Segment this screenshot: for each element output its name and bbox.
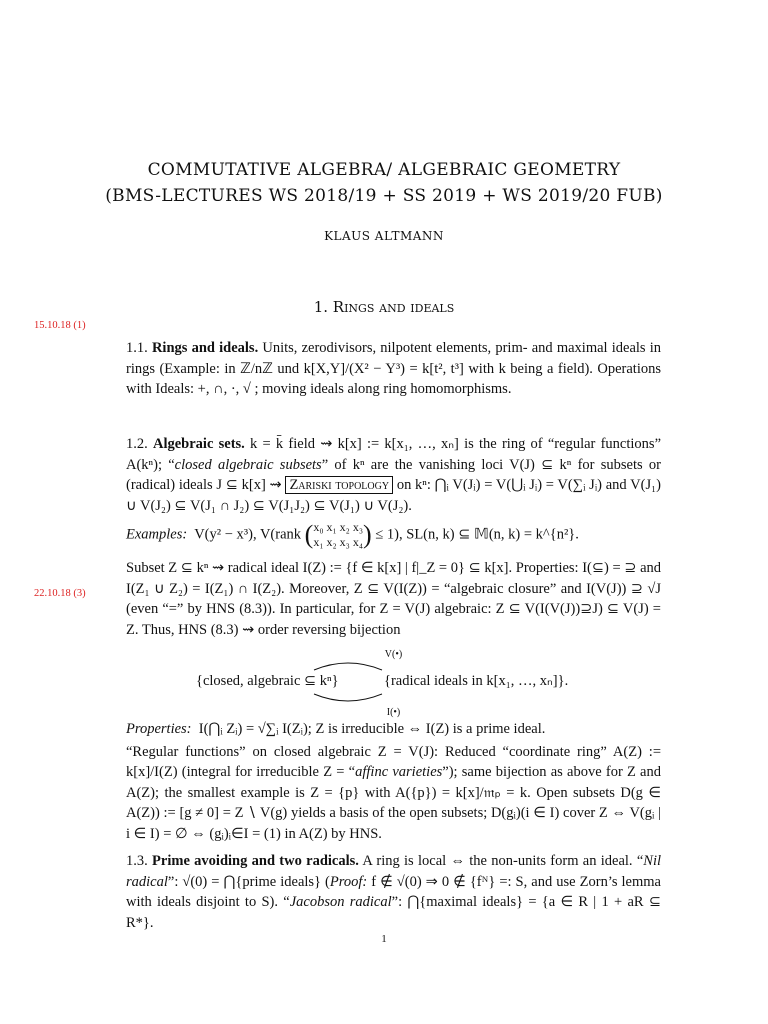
paragraph-1-2-b xyxy=(126,558,661,640)
matrix xyxy=(313,520,363,550)
title-line-2: (BMS-LECTURES WS 2018/19 + SS 2019 + WS 2019/20 FUB) xyxy=(105,186,663,206)
paragraph-number: 1.2. xyxy=(126,436,148,452)
paragraph-1-1 xyxy=(126,338,661,400)
paragraph-body: Subset Z ⊆ kⁿ ⇝ radical ideal I(Z) := {f ∈ k[x] | f|_Z = 0} ⊆ k[x]. Properties: I(⊆) = ⊇ and I(Z₁ ∪ Z₂) = I(Z₁) ∩ I(Z₂). Moreover, Z ⊆ V(I(Z)) = “algebraic closure” and I(V(J)) ⊇ √J (even “=” by HNS (8.3)). In particular, for Z = V(J) algebraic: Z ⊆ V(I(V(J))⊇J) ⊆ V(J) = Z. Thus, HNS (8.3) ⇝ order reversing bijection xyxy=(126,560,661,638)
paragraph-body: ”: √(0) = ⋂{prime ideals} ( xyxy=(167,873,330,890)
section-heading: 1. Rings and ideals xyxy=(313,298,455,316)
title-line-1: COMMUTATIVE ALGEBRA/ ALGEBRAIC GEOMETRY xyxy=(147,160,621,180)
paragraph-body: f ∉ √(0) ⇒ 0 ∉ {fᴺ} =: S, and use Zorn’s lemma with ideals disjoint to S). “ xyxy=(126,873,661,910)
bijection-bottom-label: I(•) xyxy=(386,707,401,718)
properties-label: Properties: xyxy=(126,721,192,737)
term-affine-varieties: affinc varieties xyxy=(355,764,443,780)
proof-label: Proof: xyxy=(329,873,368,890)
paragraph-heading: Algebraic sets. xyxy=(152,436,245,452)
margin-note-date-1: 15.10.18 (1) xyxy=(34,320,86,331)
bijection-right-set: {radical ideals in k[x₁, …, xₙ]}. xyxy=(384,673,569,689)
term-nil-radical: Nil radical xyxy=(126,853,662,890)
paragraph-1-2-c xyxy=(126,719,661,844)
paragraph-body: Units, zerodivisors, nilpotent elements, prim- and maximal ideals in rings (Example: in ℤ/nℤ und k[X,Y]/(X² − Y³) = k[t², t³] with k being a field). Operations with Ideals: +, ∩, ·, √ ; moving ideals along ring homomorphisms. xyxy=(126,340,662,397)
paragraph-heading: Prime avoiding and two radicals. xyxy=(152,853,359,869)
examples-label: Examples: xyxy=(126,526,188,543)
paragraph-body: A ring is local ⇔ the non-units form an ideal. “ xyxy=(362,853,644,869)
paragraph-body: on kⁿ: ⋂ᵢ V(Jᵢ) = V(⋃ᵢ Jᵢ) = V(∑ᵢ Jᵢ) and V(J₁) ∪ V(J₂) ⊆ V(J₁ ∩ J₂) ⊆ V(J₁J₂) ⊆ V(J₁) ∪ V(J₂). xyxy=(126,477,661,514)
paragraph-body: ” of kⁿ are the vanishing loci V(J) ⊆ kⁿ for subsets or (radical) ideals J ⊆ k[x] ⇝ xyxy=(126,456,661,493)
bijection-top-label: V(•) xyxy=(384,649,403,660)
examples-body: V(y² − x³), V(rank xyxy=(194,526,302,543)
margin-note-date-2: 22.10.18 (3) xyxy=(34,588,86,599)
matrix-row: x₀ x₁ x₂ x₃ xyxy=(313,520,364,534)
paragraph-body: ”: ⋂{maximal ideals} = {a ∈ R | 1 + aR ⊆ R*}. xyxy=(126,894,661,931)
paragraph-body: I(⋂ᵢ Zᵢ) = √∑ᵢ I(Zᵢ); Z is irreducible ⇔ I(Z) is a prime ideal. xyxy=(198,721,546,737)
page-number: 1 xyxy=(381,933,387,945)
paragraph-1-3 xyxy=(126,851,661,933)
bijection-left-set: {closed, algebraic ⊆ kⁿ} xyxy=(196,673,339,689)
term-closed-algebraic: closed algebraic subsets xyxy=(174,456,322,473)
matrix-row: x₁ x₂ x₃ x₄ xyxy=(313,535,364,549)
paragraph-body: k = k̄ field ⇝ k[x] := k[x₁, …, xₙ] is the ring of “regular functions” A(kⁿ); “ xyxy=(126,436,662,473)
paragraph-body: “Regular functions” on closed algebraic Z = V(J): Reduced “coordinate ring” A(Z) := k[x]/I(Z) (integral for irreducible Z = “ xyxy=(126,743,661,780)
zariski-topology-box: Zariski topology xyxy=(285,476,393,494)
paragraph-heading: Rings and ideals. xyxy=(151,340,259,356)
author: KLAUS ALTMANN xyxy=(324,229,444,243)
paragraph-body: ”); same bijection as above for Z and A(Z); the smallest example is Z = {p} with A({p}) = k[x]/𝔪ₚ = k. Open subsets D(g ∈ A(Z)) := [g ≠ 0] = Z ∖ V(g) yields a basis of the open subsets; D(gᵢ)(i ∈ I) cover Z ⇔ V(gᵢ | i ∈ I) = ∅ ⇔ (gᵢ)ᵢ∈I = (1) in A(Z) by HNS. xyxy=(126,764,661,842)
paragraph-number: 1.3. xyxy=(126,853,148,869)
term-jacobson-radical: Jacobson radical xyxy=(289,894,392,910)
paragraph-1-2: 1.2. Algebraic sets. k = k̄ field ⇝ k[x] := k[x₁, …, xₙ] is the ring of “regular functions” A(kⁿ); “closed algebraic subsets” of kⁿ are the vanishing loci V(J) ⊆ kⁿ for subsets or (radical) ideals J ⊆ k[x] ⇝ Zariski topology on kⁿ: ⋂ᵢ V(Jᵢ) = V(⋃ᵢ Jᵢ) = V(∑ᵢ Jᵢ) and V(J₁) ∪ V(J₂) ⊆ V(J₁ ∩ J₂) ⊆ V(J₁J₂) ⊆ V(J₁) ∪ V(J₂). Examples: V(y² − x³), V(rank ( x₀ x₁ x₂ x₃ x₁ x₂ x₃ x₄ ) ≤ 1), SL(n, k) ⊆ 𝕄(n, k) = k^{n²}. xyxy=(126,436,662,549)
examples-body: ≤ 1), SL(n, k) ⊆ 𝕄(n, k) = k^{n²}. xyxy=(375,526,579,543)
paragraph-number: 1.1. xyxy=(126,340,148,356)
